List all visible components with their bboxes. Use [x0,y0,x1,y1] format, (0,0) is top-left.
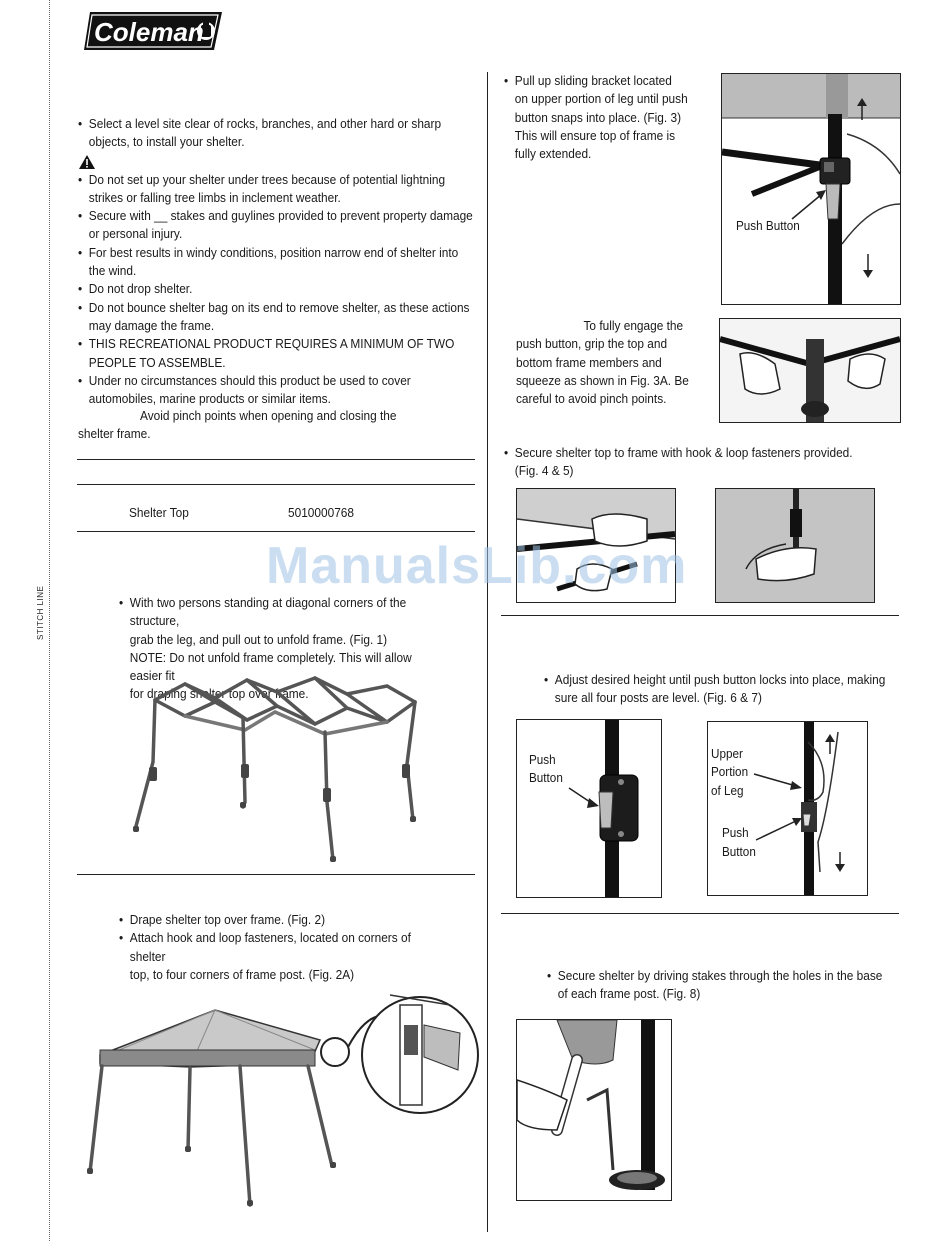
logo-wordmark: Coleman [94,17,204,47]
step6-line: • Adjust desired height until push button locks into place, making [544,671,886,689]
step1-line: grab the leg, and pull out to unfold frame. (Fig. 1) [129,631,388,647]
safety-item: • Do not bounce shelter bag on its end to remove shelter, as these actions may damage the frame. [78,299,485,336]
step3a-line: push button, grip the top and [516,336,668,352]
fig7-upper-label: Upper [711,746,743,761]
step6-text [544,671,924,708]
step3-line: button snaps into place. (Fig. 3) [514,109,682,125]
fig6-push-label: Push [529,752,556,767]
step2-item-cont: top, to four corners of frame post. (Fig. 2A) [129,966,355,982]
step2-text [119,911,479,984]
fig2a-detail-illustration [300,975,480,1135]
fig7-of-leg-label: of Leg [711,783,744,798]
parts-rule-mid [77,484,475,485]
pinch-warning-line2: shelter frame. [78,426,151,441]
step8-text [547,967,927,1004]
step3a-line: To fully engage the [583,318,684,333]
step1-note: NOTE: Do not unfold frame completely. This will allow easier fit [129,649,412,684]
fig3a-illustration [719,318,901,423]
safety-item: • Under no circumstances should this product be used to cover automobiles, marine products or similar items. [78,372,476,409]
step3a-line: bottom frame members and [516,354,662,370]
warning-icon [78,154,518,171]
step6-rule [501,913,899,914]
parts-rule-bottom [77,531,475,532]
step8-line: of each frame post. (Fig. 8) [557,986,701,1002]
safety-item: • Secure with __ stakes and guylines provided to prevent property damage or personal injury. [78,207,485,244]
step3a-line: careful to avoid pinch points. [516,391,667,407]
step3a-line: squeeze as shown in Fig. 3A. Be [516,372,689,388]
step4-text [504,444,904,481]
pinch-warning-line1: Avoid pinch points when opening and closing the [140,408,397,423]
step8-line: • Secure shelter by driving stakes through the holes in the base [547,967,889,985]
step3-line: • Pull up sliding bracket located [504,72,693,90]
step3-line: fully extended. [514,146,592,162]
step4-rule [501,615,899,616]
step3-line: on upper portion of leg until push [514,91,688,107]
fig3-illustration [721,73,901,305]
part-name: Shelter Top [129,505,189,520]
parts-rule-top [77,459,475,460]
step1-rule [77,874,475,875]
fig7-portion-label: Portion [711,764,749,779]
fig7-push-label: Push [722,825,749,840]
step4-line: • Secure shelter top to frame with hook & loop fasteners provided. [504,444,864,462]
safety-item: • Do not set up your shelter under trees because of potential lightning strikes or falling tree limbs in inclement weather. [78,171,467,208]
fig6-illustration [516,719,662,898]
step1-line: • With two persons standing at diagonal corners of the structure, [119,594,443,631]
step1-note: for draping shelter top over frame. [129,686,309,702]
fig7-button-label: Button [722,844,756,859]
step3a-text [516,317,716,408]
safety-list [78,115,518,408]
safety-item: • THIS RECREATIONAL PRODUCT REQUIRES A MINIMUM OF TWO PEOPLE TO ASSEMBLE. [78,335,485,372]
fig1-frame-illustration [125,672,425,867]
step6-line: sure all four posts are level. (Fig. 6 & 7) [554,690,762,706]
step4-line: (Fig. 4 & 5) [514,463,574,479]
fig6-button-label: Button [529,770,563,785]
safety-item: • Select a level site clear of rocks, branches, and other hard or sharp objects, to install your shelter. [78,115,467,152]
fig3-push-button-label: Push Button [736,218,800,233]
watermark: ManualsLib.com [266,537,688,595]
step2-item: • Attach hook and loop fasteners, located on corners of shelter [119,929,443,966]
safety-item: • For best results in windy conditions, position narrow end of shelter into the wind. [78,244,467,281]
fig5-illustration [715,488,875,603]
step3-text [504,72,714,163]
step3-line: This will ensure top of frame is [514,127,676,143]
stitch-line-label: STITCH LINE [36,585,45,640]
coleman-logo [82,10,224,52]
stitch-line [49,0,50,1241]
step2-item: • Drape shelter top over frame. (Fig. 2) [119,911,443,929]
part-number: 5010000768 [288,505,355,520]
safety-item: • Do not drop shelter. [78,280,467,298]
fig8-illustration [516,1019,672,1201]
